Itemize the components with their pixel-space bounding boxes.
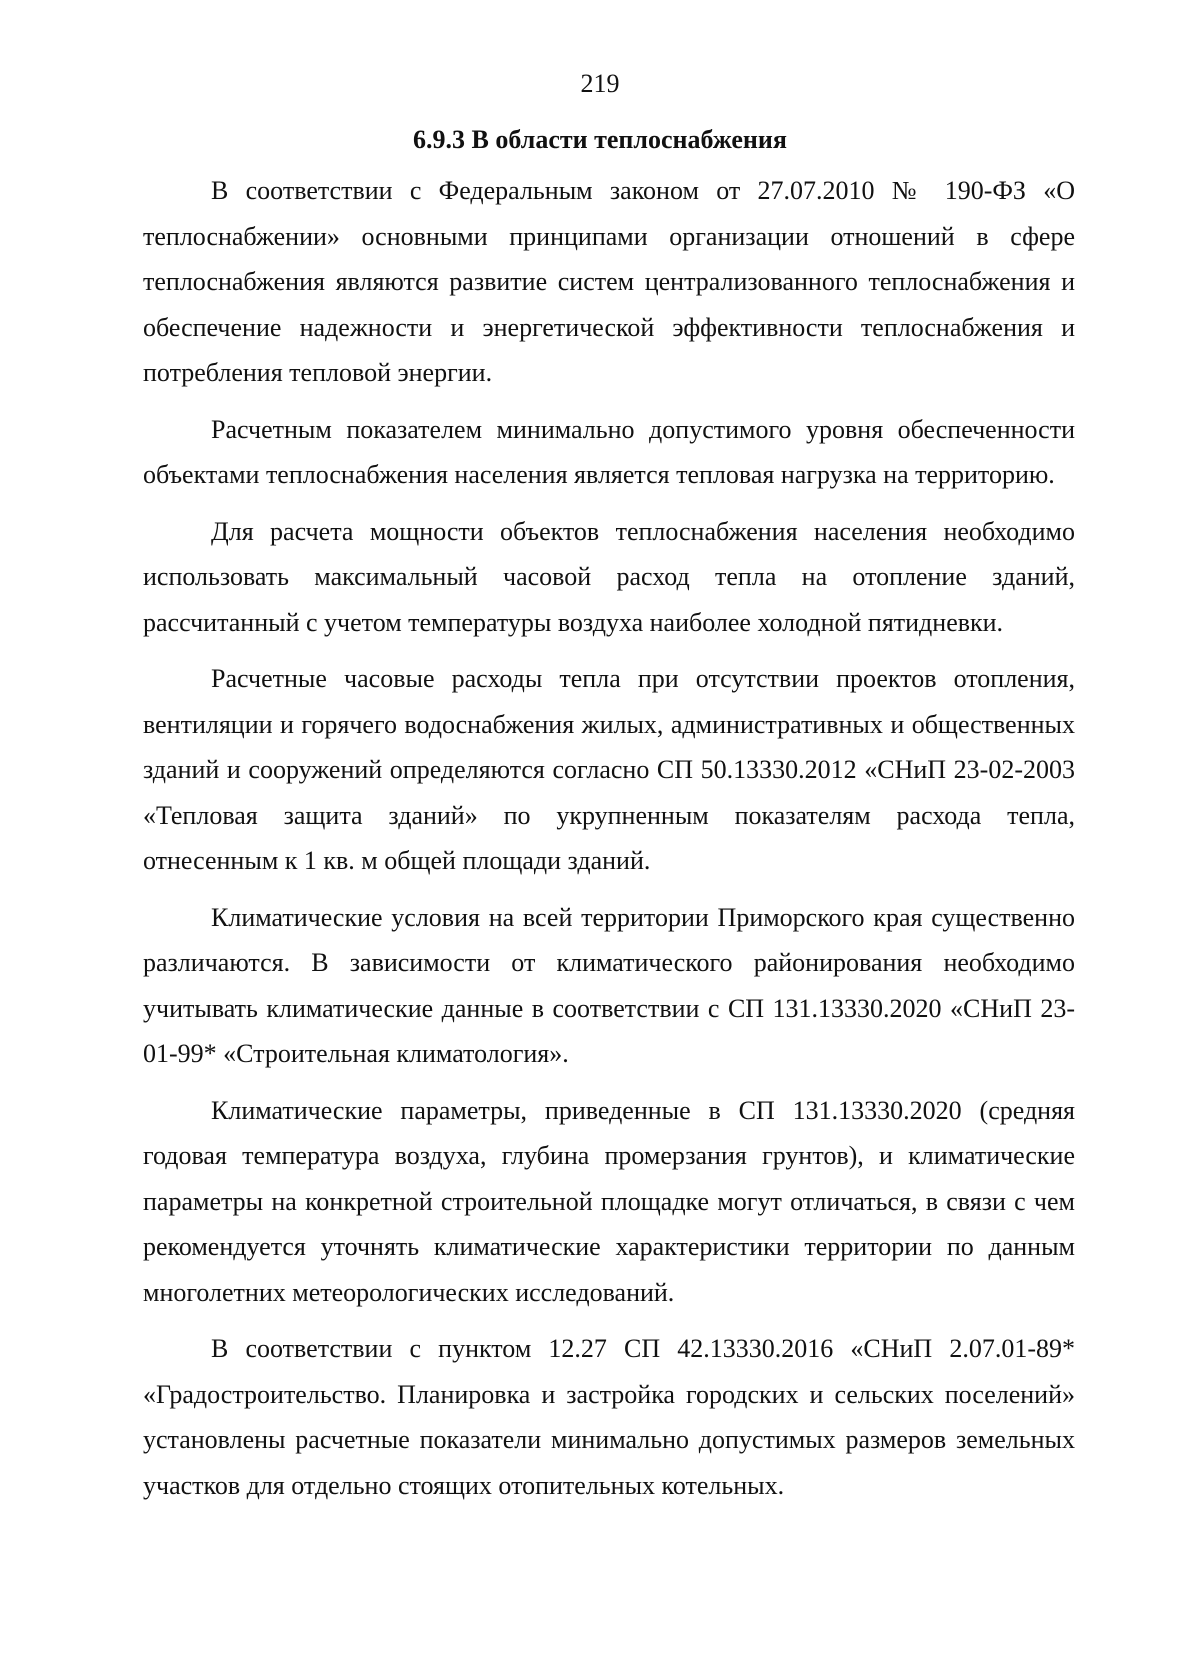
paragraph-capacity-calculation: Для расчета мощности объектов теплоснабжения населения необходимо использовать максимальный часовой расход тепла на отопление зданий, рассчитанный с учетом температуры воздуха наиболее холодной пятидневки. — [143, 516, 1075, 637]
page-number: 219 — [580, 69, 620, 98]
paragraph-heat-supply-law: В соответствии с Федеральным законом от 27.07.2010 № 190-ФЗ «О теплоснабжении» основными принципами организации отношений в сфере теплоснабжения являются развитие систем централизованного теплоснабжения и обеспечение надежности и энергетической эффективности теплоснабжения и потребления тепловой энергии. — [143, 176, 1075, 387]
paragraph-climatic-parameters: Климатические параметры, приведенные в СП 131.13330.2020 (средняя годовая температура воздуха, глубина промерзания грунтов), и климатические параметры на конкретной строительной площадке могут отличаться, в связи с чем рекомендуется уточнять климатические характеристики территории по данным многолетних метеорологических исследований. — [143, 1095, 1075, 1307]
section-heading: 6.9.3 В области теплоснабжения — [413, 125, 787, 154]
paragraph-boiler-land-plots: В соответствии с пунктом 12.27 СП 42.13330.2016 «СНиП 2.07.01-89* «Градостроительство. Планировка и застройка городских и сельских поселений» установлены расчетные показатели минимально допустимых размеров земельных участков для отдельно стоящих отопительных котельных. — [143, 1334, 1075, 1500]
paragraph-heat-load-indicator: Расчетным показателем минимально допустимого уровня обеспеченности объектами теплоснабжения населения является тепловая нагрузка на территорию. — [143, 414, 1075, 489]
paragraph-climatic-conditions: Климатические условия на всей территории Приморского края существенно различаются. В зависимости от климатического районирования необходимо учитывать климатические данные в соответствии с СП 131.13330.2020 «СНиП 23-01-99* «Строительная климатология». — [143, 902, 1075, 1068]
document-body — [143, 168, 1075, 1519]
paragraph-hourly-heat-consumption: Расчетные часовые расходы тепла при отсутствии проектов отопления, вентиляции и горячего водоснабжения жилых, административных и общественных зданий и сооружений определяются согласно СП 50.13330.2012 «СНиП 23-02-2003 «Тепловая защита зданий» по укрупненным показателям расхода тепла, отнесенным к 1 кв. м общей площади зданий. — [143, 664, 1075, 875]
